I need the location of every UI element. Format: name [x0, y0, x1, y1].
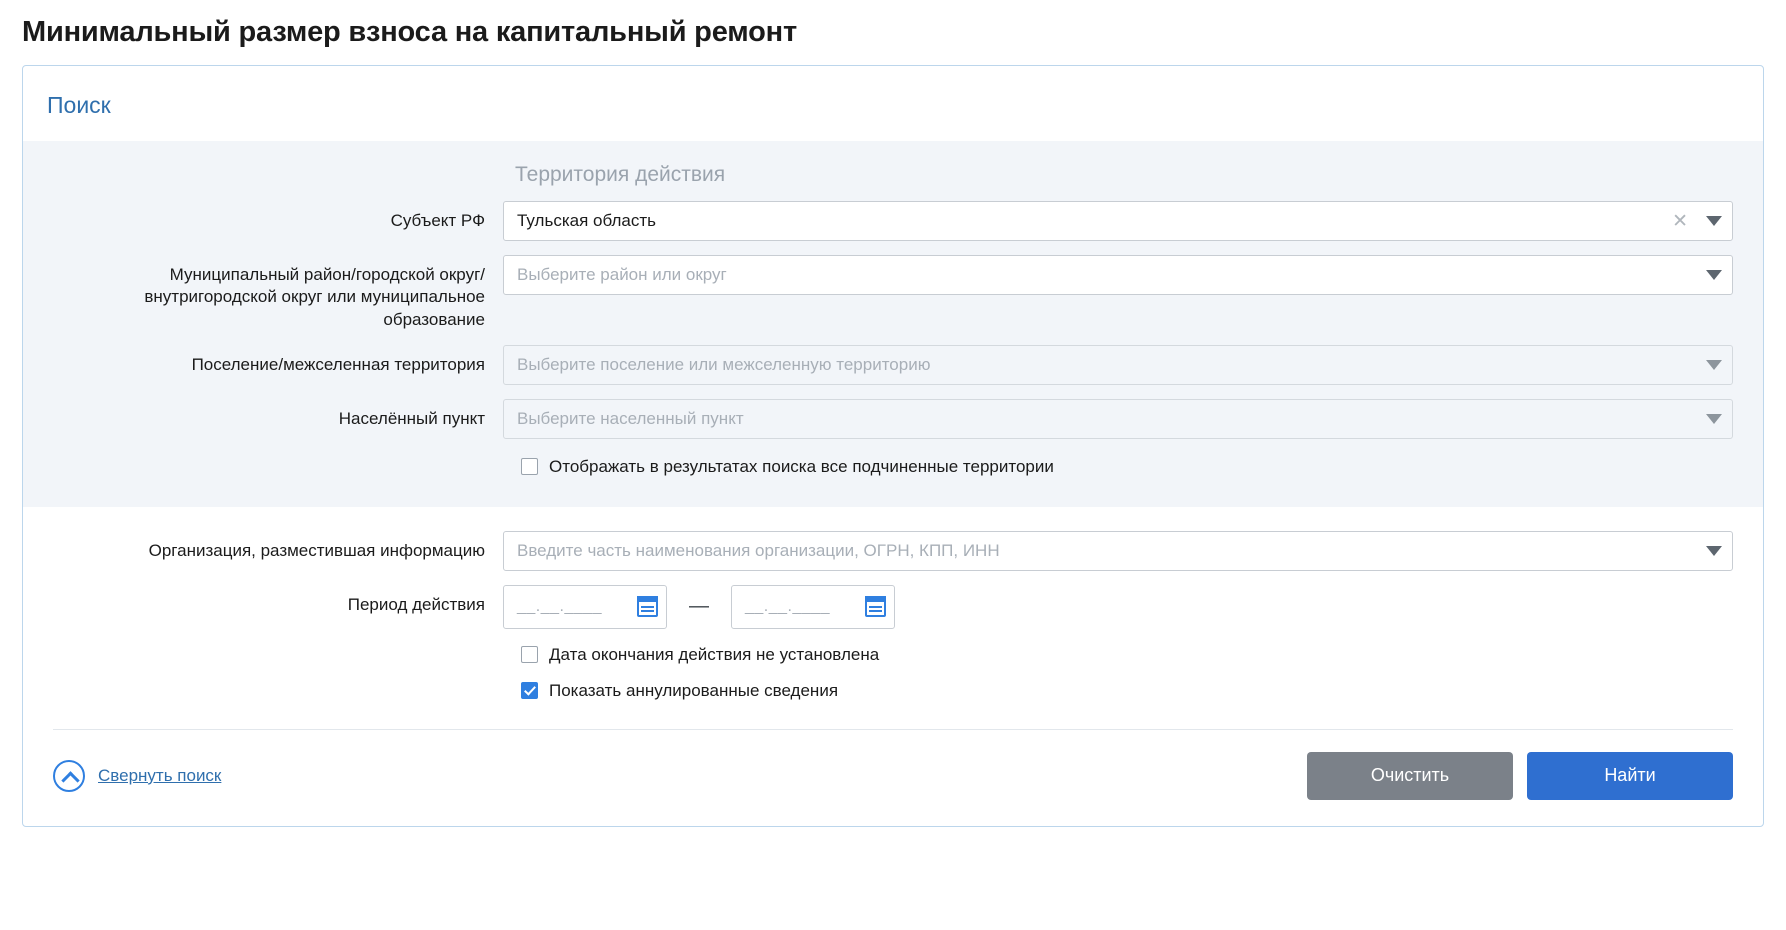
- checkbox-subordinate-territories-label: Отображать в результатах поиска все подчиненные территории: [549, 456, 1054, 476]
- date-input-from-mask: __.__.____: [517, 597, 603, 615]
- date-input-from[interactable]: [503, 585, 667, 629]
- control-subject: [503, 201, 1733, 241]
- clear-button[interactable]: Очистить: [1307, 752, 1513, 800]
- search-panel: [22, 65, 1764, 826]
- label-municipality: Муниципальный район/городской округ/внутригородской округ или муниципальное образование: [144, 265, 485, 329]
- chevron-down-icon[interactable]: [1706, 360, 1722, 370]
- territory-section: [23, 141, 1763, 506]
- chevron-down-icon[interactable]: [1706, 546, 1722, 556]
- clear-icon[interactable]: ✕: [1672, 210, 1688, 232]
- search-panel-title: Поиск: [47, 92, 111, 119]
- lower-section: [23, 507, 1763, 711]
- control-settlement: [503, 345, 1733, 385]
- page-title: Минимальный размер взноса на капитальный ремонт: [22, 16, 797, 48]
- select-locality[interactable]: [503, 399, 1733, 439]
- select-subject[interactable]: [503, 201, 1733, 241]
- field-row-municipality: [53, 255, 1733, 330]
- checkbox-no-end-date-label: Дата окончания действия не установлена: [549, 644, 880, 664]
- territory-legend: Территория действия: [515, 163, 726, 187]
- label-period: Период действия: [347, 594, 485, 614]
- select-settlement-placeholder: Выберите поселение или межселенную территорию: [517, 354, 931, 374]
- field-row-locality: [53, 399, 1733, 439]
- control-municipality: [503, 255, 1733, 295]
- collapse-search-control[interactable]: [53, 760, 221, 792]
- select-settlement[interactable]: [503, 345, 1733, 385]
- search-panel-footer: [53, 729, 1733, 826]
- field-row-settlement: [53, 345, 1733, 385]
- find-button[interactable]: Найти: [1527, 752, 1733, 800]
- label-subject: Субъект РФ: [390, 211, 485, 231]
- calendar-icon[interactable]: [865, 596, 886, 617]
- select-subject-value: Тульская область: [517, 211, 656, 231]
- calendar-icon[interactable]: [637, 596, 658, 617]
- label-organization: Организация, разместившая информацию: [148, 540, 485, 560]
- label-locality: Населённый пункт: [338, 408, 485, 428]
- checkbox-row-no-end-date[interactable]: [503, 645, 1733, 665]
- chevron-down-icon[interactable]: [1706, 270, 1722, 280]
- chevron-down-icon[interactable]: [1706, 216, 1722, 226]
- date-input-to[interactable]: [731, 585, 895, 629]
- chevron-down-icon[interactable]: [1706, 414, 1722, 424]
- select-locality-placeholder: Выберите населенный пункт: [517, 408, 744, 428]
- select-municipality-placeholder: Выберите район или округ: [517, 265, 727, 285]
- checkbox-row-show-annulled[interactable]: [503, 681, 1733, 701]
- control-period: [503, 585, 1733, 629]
- checkbox-show-annulled-label: Показать аннулированные сведения: [549, 680, 839, 700]
- select-municipality[interactable]: [503, 255, 1733, 295]
- checkbox-subordinate-territories[interactable]: [521, 458, 538, 475]
- field-row-subject: [53, 201, 1733, 241]
- checkbox-no-end-date[interactable]: [521, 646, 538, 663]
- chevron-up-circle-icon[interactable]: [53, 760, 85, 792]
- search-panel-header: [23, 66, 1763, 141]
- control-locality: [503, 399, 1733, 439]
- period-separator: —: [689, 595, 709, 618]
- control-organization: [503, 531, 1733, 571]
- date-input-to-mask: __.__.____: [745, 597, 831, 615]
- period-range: [503, 585, 1733, 629]
- checkbox-show-annulled[interactable]: [521, 682, 538, 699]
- collapse-search-label[interactable]: Свернуть поиск: [98, 765, 222, 785]
- input-organization[interactable]: [503, 531, 1733, 571]
- input-organization-placeholder: Введите часть наименования организации, ОГРН, КПП, ИНН: [517, 540, 1000, 560]
- label-settlement: Поселение/межселенная территория: [191, 354, 485, 374]
- field-row-period: [53, 585, 1733, 629]
- field-row-organization: [53, 531, 1733, 571]
- checkbox-row-subordinate-territories[interactable]: [503, 457, 1733, 477]
